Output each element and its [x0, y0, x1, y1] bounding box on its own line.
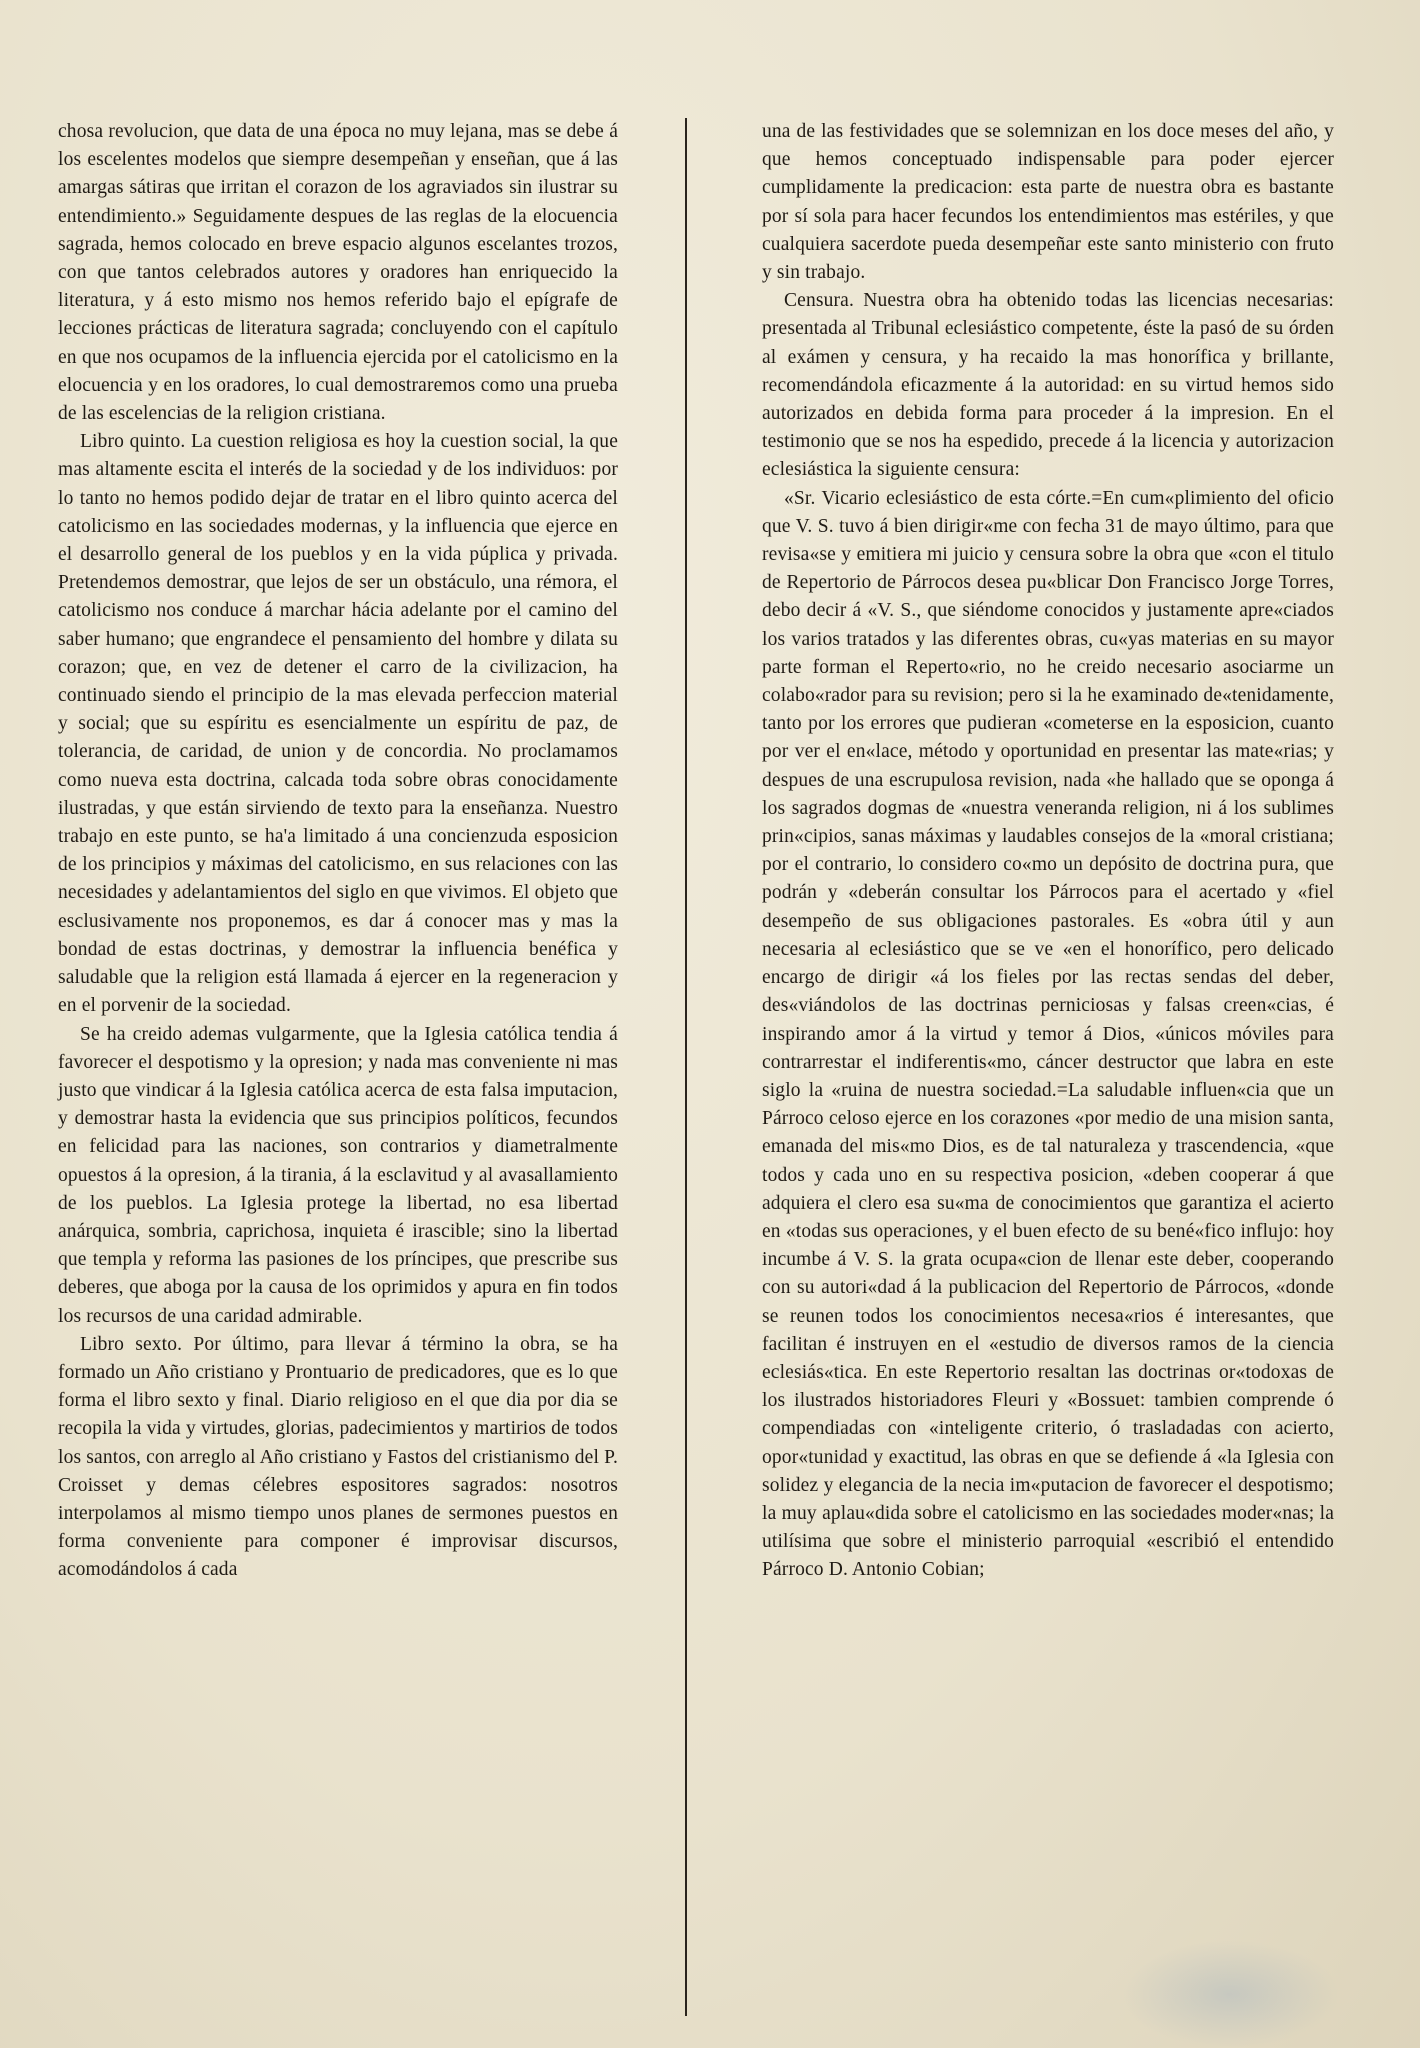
paragraph-continuation: chosa revolucion, que data de una época no muy lejana, mas se debe á los escelentes modelos que siempre desempeñan y enseñan, que á las amargas sátiras que irritan el corazon de los agraviados sin ilustrar su entendimiento.» Seguidamente despues de las reglas de la elocuencia sagrada, hemos colocado en breve espacio algunos escelantes trozos, con que tantos celebrados autores y oradores han enriquecido la literatura, y á esto mismo nos hemos referido bajo el epígrafe de lecciones prácticas de literatura sagrada; concluyendo con el capítulo en que nos ocupamos de la influencia ejercida por el catolicismo en la elocuencia y en los oradores, lo cual demostraremos como una prueba de las escelencias de la religion cristiana.	[58, 121, 618, 425]
paragraph-libro-quinto: Libro quinto. La cuestion religiosa es hoy la cuestion social, la que mas altamente escita el interés de la sociedad y de los individuos: por lo tanto no hemos podido dejar de tratar en el libro quinto acerca del catolicismo en las sociedades modernas, y la influencia que ejerce en el desarrollo general de los pueblos y en la vida púplica y privada. Pretendemos demostrar, que lejos de ser un obstáculo, una rémora, el catolicismo nos conduce á marchar hácia adelante por el camino del saber humano; que engrandece el pensamiento del hombre y dilata su corazon; que, en vez de detener el carro de la civilizacion, ha continuado siendo el principio de la mas elevada perfeccion material y social; que su espíritu es esencialmente un espíritu de paz, de tolerancia, de caridad, de union y de concordia. No proclamamos como nueva esta doctrina, calcada toda sobre obras conocidamente ilustradas, y que están sirviendo de texto para la enseñanza. Nuestro trabajo en este punto, se ha'a limitado á una concienzuda esposicion de los principios y máximas del catolicismo, en sus relaciones con las necesidades y adelantamientos del siglo en que vivimos. El objeto que esclusivamente nos proponemos, es dar á conocer mas y mas la bondad de estas doctrinas, y demostrar la influencia benéfica y saludable que la religion está llamada á ejercer en la regeneracion y en el porvenir de la sociedad.	[58, 431, 618, 1017]
paragraph-censura-text: «Sr. Vicario eclesiástico de esta córte.=En cum«plimiento del oficio que V. S. tuvo á bien dirigir«me con fecha 31 de mayo último, para que revisa«se y emitiera mi juicio y censura sobre la obra que «con el titulo de Repertorio de Párrocos desea pu«blicar Don Francisco Jorge Torres, debo decir á «V. S., que siéndome conocidos y justamente apre«ciados los varios tratados y las diferentes obras, cu«yas materias en su mayor parte forman el Reperto«rio, no he creido necesario asociarme un colabo«rador para su revision; pero si la he examinado de«tenidamente, tanto por los errores que pudieran «cometerse en la esposicion, cuanto por ver el en«lace, método y oportunidad en presentar las mate«rias; y despues de una escrupulosa revision, nada «he hallado que se oponga á los sagrados dogmas de «nuestra veneranda religion, ni á los sublimes prin«cipios, sanas máximas y laudables consejos de la «moral cristiana; por el contrario, lo considero co«mo un depósito de doctrina pura, que podrán y «deberán consultar los Párrocos para el acertado y «fiel desempeño de sus obligaciones pastorales. Es «obra útil y aun necesaria al eclesiástico que se ve «en el honorífico, pero delicado encargo de dirigir «á los fieles por las rectas sendas del deber, des«viándolos de las doctrinas perniciosas y falsas creen«cias, é inspirando amor á la virtud y temor á Dios, «únicos móviles para contrarrestar el indiferentis«mo, cáncer destructor que labra en este siglo la «ruina de nuestra sociedad.=La saludable influen«cia que un Párroco celoso ejerce en los corazones «por medio de una mision santa, emanada del mis«mo Dios, es de tal naturaleza y trascendencia, «que todos y cada uno en su respectiva posicion, «deben cooperar á que adquiera el clero esa su«ma de conocimientos que garantiza el acierto en «todas sus operaciones, y el buen efecto de su bené«fico influjo: hoy incumbe á V. S. la grata ocupa«cion de llenar este deber, cooperando con su autori«dad á la publicacion del Repertorio de Párrocos, «donde se reunen todos los conocimientos necesa«rios é interesantes, que facilitan é instruyen en el «estudio de diversos ramos de la ciencia eclesiás«tica. En este Repertorio resaltan las doctrinas or«todoxas de los ilustrados historiadores Fleuri y «Bossuet: tambien comprende ó compendiadas con «inteligente criterio, ó trasladadas con acierto, opor«tunidad y exactitud, las obras en que se defiende á «la Iglesia con solidez y elegancia de la necia im«putacion de favorecer el despotismo; la muy aplau«dida sobre el catolicismo en las sociedades moder«nas; la utilísima que sobre el ministerio parroquial «escribió el entendido Párroco D. Antonio Cobian;	[762, 487, 1334, 1581]
column-divider	[685, 118, 687, 2016]
paragraph-festividades: una de las festividades que se solemnizan en los doce meses del año, y que hemos conceptuado indispensable para poder ejercer cumplidamente la predicacion: esta parte de nuestra obra es bastante por sí sola para hacer fecundos los entendimientos mas estériles, y que cualquiera sacerdote pueda desempeñar este santo ministerio con fruto y sin trabajo.	[762, 121, 1334, 284]
left-column	[58, 118, 618, 1585]
right-column	[762, 118, 1334, 1585]
paper-stain	[1120, 1940, 1340, 2048]
paragraph-libro-sexto: Libro sexto. Por último, para llevar á término la obra, se ha formado un Año cristiano y Prontuario de predicadores, que es lo que forma el libro sexto y final. Diario religioso en el que dia por dia se recopila la vida y virtudes, glorias, padecimientos y martirios de todos los santos, con arreglo al Año cristiano y Fastos del cristianismo del P. Croisset y demas célebres espositores sagrados: nosotros interpolamos al mismo tiempo unos planes de sermones puestos en forma conveniente para componer é improvisar discursos, acomodándolos á cada	[58, 1333, 618, 1581]
paragraph-censura: Censura. Nuestra obra ha obtenido todas las licencias necesarias: presentada al Tribunal eclesiástico competente, éste la pasó de su órden al exámen y censura, y ha recaido la mas honorífica y brillante, recomendándola eficazmente á la autoridad: en su virtud hemos sido autorizados en debida forma para proceder á la impresion. En el testimonio que se nos ha espedido, precede á la licencia y autorizacion eclesiástica la siguiente censura:	[762, 290, 1334, 481]
paragraph-iglesia-catolica: Se ha creido ademas vulgarmente, que la Iglesia católica tendia á favorecer el despotismo y la opresion; y nada mas conveniente ni mas justo que vindicar á la Iglesia católica acerca de esta falsa imputacion, y demostrar hasta la evidencia que sus principios políticos, fecundos en felicidad para las naciones, son contrarios y diametralmente opuestos á la opresion, á la tirania, á la esclavitud y al avasallamiento de los pueblos. La Iglesia protege la libertad, no esa libertad anárquica, sombria, caprichosa, inquieta é irascible; sino la libertad que templa y reforma las pasiones de los príncipes, que prescribe sus deberes, que aboga por la causa de los oprimidos y apura en fin todos los recursos de una caridad admirable.	[58, 1023, 618, 1327]
